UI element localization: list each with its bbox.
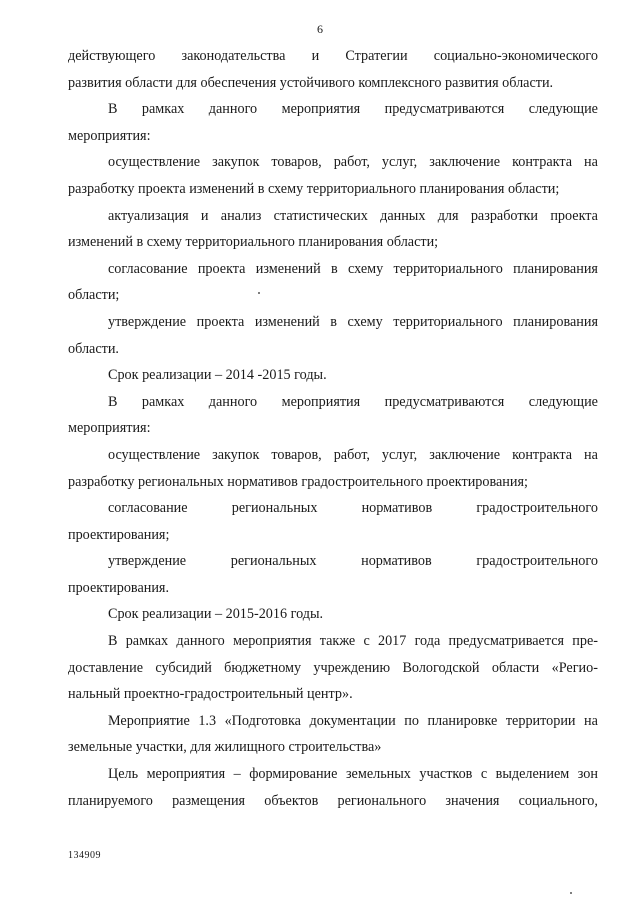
text-line: нальный проектно-градостроительный центр». — [68, 686, 353, 703]
word: размещения — [172, 792, 246, 809]
word: схему — [347, 313, 383, 330]
word: следующие — [528, 101, 598, 118]
word: заключение — [429, 446, 501, 463]
word: проекта — [196, 313, 245, 330]
text-line: развития области для обеспечения устойчивого комплексного развития области. — [68, 74, 554, 91]
word: проекта — [197, 260, 246, 277]
text-line — [68, 256, 598, 283]
word: формирование — [249, 766, 338, 783]
word: контракта — [512, 154, 573, 171]
word: региональных — [231, 500, 318, 517]
text-line: изменений в схему территориального планирования области; — [68, 234, 439, 251]
word: данного — [208, 393, 258, 410]
word: В — [108, 393, 118, 410]
word: товаров, — [271, 446, 322, 463]
word: территории — [505, 712, 576, 729]
text-line: земельные участки, для жилищного строительства» — [68, 739, 382, 756]
word: В — [108, 101, 118, 118]
word: градостроительного — [476, 500, 598, 517]
word: объектов — [264, 792, 319, 809]
word: мероприятия — [232, 633, 312, 650]
word: значения — [445, 792, 500, 809]
word: следующие — [528, 393, 598, 410]
word: области — [491, 659, 540, 676]
word: данного — [176, 633, 225, 650]
word: учреждению — [313, 659, 391, 676]
word: данного — [208, 101, 258, 118]
text-line: разработку региональных нормативов градостроительного проектирования; — [68, 473, 528, 490]
word: законодательства — [181, 48, 286, 64]
text-line — [68, 788, 598, 815]
word: нормативов — [361, 500, 433, 517]
word: утверждение — [108, 553, 187, 570]
word: Мероприятие — [108, 712, 190, 729]
word: – — [233, 766, 241, 783]
word: региональных — [230, 553, 317, 570]
word: 1.3 — [198, 712, 217, 729]
word: градостроительного — [476, 553, 598, 570]
word: контракта — [512, 446, 573, 463]
text-line: Срок реализации – 2015-2016 годы. — [108, 606, 324, 623]
word: утверждение — [108, 313, 187, 330]
word: мероприятия — [281, 101, 361, 118]
text-line: проектирования. — [68, 579, 170, 596]
word: с — [363, 633, 370, 650]
word: Вологодской — [402, 659, 480, 676]
word: пре- — [572, 633, 598, 650]
word: года — [414, 633, 441, 650]
word: разработки — [470, 207, 539, 224]
word: изменений — [254, 313, 320, 330]
word: зон — [577, 766, 598, 783]
word: данных — [380, 207, 426, 224]
word: мероприятия — [146, 766, 226, 783]
word: в — [331, 260, 338, 277]
word: рамках — [125, 633, 169, 650]
word: изменений — [255, 260, 321, 277]
word: мероприятия — [281, 393, 361, 410]
word: «Регио- — [551, 659, 598, 676]
text-line: области. — [68, 340, 119, 357]
word: регионального — [337, 792, 427, 809]
word: для — [437, 207, 459, 224]
page-number: 6 — [317, 22, 323, 36]
text-line — [68, 548, 598, 575]
word: проекта — [550, 207, 598, 224]
text-line — [68, 761, 598, 788]
word: нормативов — [361, 553, 432, 570]
word: по — [404, 712, 419, 729]
word: участков — [419, 766, 473, 783]
word: на — [584, 712, 598, 729]
word: также — [319, 633, 356, 650]
word: социально-экономического — [433, 48, 598, 64]
document-footer-code: 134909 — [68, 850, 101, 861]
scan-speck — [570, 892, 572, 894]
word: действующего — [68, 48, 156, 64]
text-line — [68, 309, 598, 336]
text-line — [68, 203, 598, 230]
word: услуг, — [381, 446, 418, 463]
word: осуществление — [108, 154, 201, 171]
text-line — [68, 628, 598, 655]
text-line: области; — [68, 287, 120, 304]
text-line — [68, 708, 598, 735]
scan-speck — [258, 292, 260, 294]
word: доставление — [68, 659, 144, 676]
word: «Подготовка — [224, 712, 301, 729]
word: товаров, — [271, 154, 322, 171]
text-line: Срок реализации – 2014 -2015 годы. — [108, 367, 327, 384]
text-line: проектирования; — [68, 526, 170, 543]
word: анализ — [220, 207, 262, 224]
word: предусматриваются — [384, 101, 505, 118]
word: на — [584, 154, 598, 171]
text-line: мероприятия: — [68, 127, 151, 144]
text-line — [68, 96, 598, 123]
word: с — [480, 766, 488, 783]
word: Стратегии — [345, 48, 408, 64]
word: планируемого — [68, 792, 153, 809]
word: осуществление — [108, 446, 201, 463]
text-line: разработку проекта изменений в схему территориального планирования области; — [68, 180, 560, 197]
word: согласование — [108, 500, 188, 517]
word: работ, — [333, 446, 370, 463]
text-line — [68, 442, 598, 469]
word: планирования — [513, 260, 598, 277]
text-line — [68, 43, 598, 70]
word: В — [108, 633, 118, 650]
word: документации — [309, 712, 396, 729]
word: закупок — [212, 446, 260, 463]
word: субсидий — [155, 659, 212, 676]
word: рамках — [141, 101, 185, 118]
text-line — [68, 149, 598, 176]
word: рамках — [141, 393, 185, 410]
word: предусматривается — [448, 633, 565, 650]
word: актуализация — [108, 207, 189, 224]
word: земельных — [345, 766, 411, 783]
text-line — [68, 655, 598, 682]
word: социального, — [518, 792, 598, 809]
text-line — [68, 495, 598, 522]
word: предусматриваются — [384, 393, 505, 410]
word: услуг, — [381, 154, 418, 171]
word: и — [200, 207, 209, 224]
word: закупок — [212, 154, 260, 171]
word: работ, — [333, 154, 370, 171]
word: территориального — [393, 313, 503, 330]
word: согласование — [108, 260, 188, 277]
word: планирования — [513, 313, 598, 330]
word: статистических — [273, 207, 368, 224]
word: территориального — [393, 260, 503, 277]
word: и — [311, 48, 320, 64]
word: выделением — [495, 766, 570, 783]
text-line: мероприятия: — [68, 420, 151, 437]
word: 2017 — [377, 633, 407, 650]
word: на — [584, 446, 598, 463]
document-body — [68, 43, 598, 814]
text-line — [68, 389, 598, 416]
word: планировке — [427, 712, 498, 729]
word: в — [330, 313, 337, 330]
word: схему — [347, 260, 384, 277]
word: Цель — [108, 766, 139, 783]
word: заключение — [429, 154, 501, 171]
word: бюджетному — [224, 659, 302, 676]
